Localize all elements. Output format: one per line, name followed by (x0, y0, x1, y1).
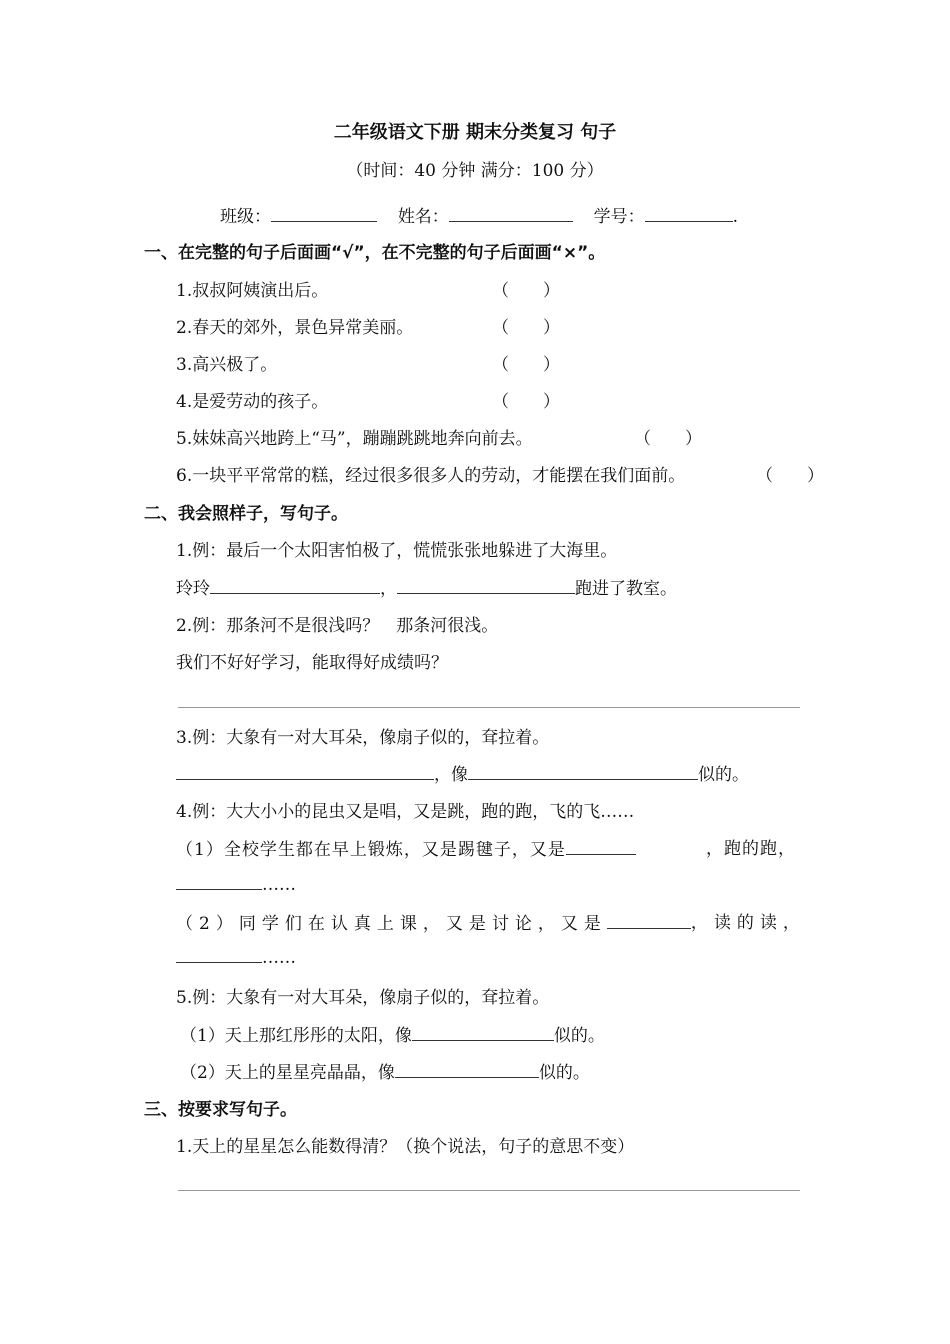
s2-q4-2-row2 (176, 946, 296, 969)
s1-answer-paren-2[interactable]: （ ） (492, 318, 560, 338)
s1-item-2: 2.春天的郊外，景色异常美丽。 (176, 318, 414, 338)
s2-q5-1-row (180, 1024, 605, 1047)
s2-q3-answer-row (176, 763, 749, 786)
s1-item-4: 4.是爱劳动的孩子。 (176, 392, 329, 412)
number-blank[interactable] (645, 205, 733, 222)
s2-q4-2-blank-1[interactable] (607, 912, 691, 929)
s2-q4-1-blank-2[interactable] (176, 873, 262, 890)
s1-answer-paren-4[interactable]: （ ） (492, 392, 560, 412)
s2-q3-end: 似的。 (698, 765, 749, 785)
s2-q4-2-row (176, 912, 806, 935)
s1-answer-paren-6[interactable]: （ ） (756, 466, 824, 486)
s2-q4-1-row2 (176, 873, 296, 896)
s2-q1-comma: ， (380, 579, 397, 599)
s2-q5-2-blank[interactable] (395, 1061, 539, 1078)
s2-q1-answer-row (176, 577, 677, 600)
class-label: 班级： (220, 207, 271, 227)
s3-q1-text: 1.天上的星星怎么能数得清？（换个说法，句子的意思不变） (176, 1137, 635, 1157)
page-title: 二年级语文下册 期末分类复习 句子 (333, 122, 617, 143)
s2-q4-1-tail: ，跑的跑， (706, 839, 796, 859)
s1-answer-paren-3[interactable]: （ ） (492, 355, 560, 375)
s1-answer-paren-1[interactable]: （ ） (492, 281, 560, 301)
name-label: 姓名： (397, 207, 449, 227)
s2-q5-1-blank[interactable] (412, 1024, 554, 1041)
s2-q4-1-blank-1[interactable] (566, 838, 636, 855)
student-info-row (220, 205, 738, 228)
s2-q5-2-text: （2）天上的星星亮晶晶，像 (180, 1063, 395, 1083)
s2-q2-answer-line[interactable] (178, 707, 800, 708)
s2-q3-mid: ，像 (434, 765, 468, 785)
s2-q4-example: 4.例：大大小小的昆虫又是唱，又是跳，跑的跑，飞的飞…… (176, 802, 635, 822)
s2-q1-blank-1[interactable] (210, 577, 380, 594)
s1-item-1: 1.叔叔阿姨演出后。 (176, 281, 329, 301)
s2-q4-1-ellipsis: …… (262, 875, 296, 895)
s2-q1-end: 跑进了教室。 (575, 579, 677, 599)
s2-q1-start: 玲玲 (176, 579, 210, 599)
number-label: 学号： (593, 207, 645, 227)
s1-item-3: 3.高兴极了。 (176, 355, 278, 375)
end-dot: . (732, 207, 739, 227)
s2-q4-1-text: （1）全校学生都在早上锻炼，又是踢毽子，又是 (176, 840, 566, 860)
s2-q5-2-end: 似的。 (538, 1063, 590, 1083)
s2-q2-question: 我们不好好学习，能取得好成绩吗？ (176, 653, 448, 673)
s1-item-6: 6.一块平平常常的糕，经过很多很多人的劳动，才能摆在我们面前。 (176, 466, 686, 486)
s2-q5-2-row (180, 1061, 590, 1084)
s2-q1-example: 1.例：最后一个太阳害怕极了，慌慌张张地躲进了大海里。 (176, 541, 618, 561)
s1-item-5: 5.妹妹高兴地跨上“马”，蹦蹦跳跳地奔向前去。 (176, 429, 533, 449)
class-blank[interactable] (271, 205, 377, 222)
s2-q5-1-end: 似的。 (553, 1026, 605, 1046)
section2-heading: 二、我会照样子，写句子。 (144, 504, 348, 524)
s2-q4-1-row (176, 838, 796, 861)
s3-q1-answer-line[interactable] (178, 1190, 800, 1191)
section3-heading: 三、按要求写句子。 (144, 1100, 297, 1120)
s2-q3-blank-1[interactable] (176, 763, 434, 780)
s2-q2-example: 2.例：那条河不是很浅吗？ 那条河很浅。 (176, 616, 499, 636)
s2-q4-2-tail: ，读的读， (690, 913, 806, 933)
s2-q4-2-text: （2）同学们在认真上课，又是讨论，又是 (176, 914, 607, 934)
s2-q4-2-ellipsis: …… (262, 948, 296, 968)
s2-q3-example: 3.例：大象有一对大耳朵，像扇子似的，耷拉着。 (176, 728, 550, 748)
section1-heading: 一、在完整的句子后面画“√”，在不完整的句子后面画“×”。 (144, 243, 606, 263)
s2-q5-example: 5.例：大象有一对大耳朵，像扇子似的，耷拉着。 (176, 988, 550, 1008)
s2-q3-blank-2[interactable] (468, 763, 698, 780)
s2-q4-2-blank-2[interactable] (176, 946, 262, 963)
s2-q1-blank-2[interactable] (397, 577, 575, 594)
s1-answer-paren-5[interactable]: （ ） (634, 429, 702, 449)
s2-q5-1-text: （1）天上那红彤彤的太阳，像 (180, 1026, 412, 1046)
name-blank[interactable] (449, 205, 573, 222)
page-subtitle: （时间：40 分钟 满分：100 分） (346, 161, 604, 181)
